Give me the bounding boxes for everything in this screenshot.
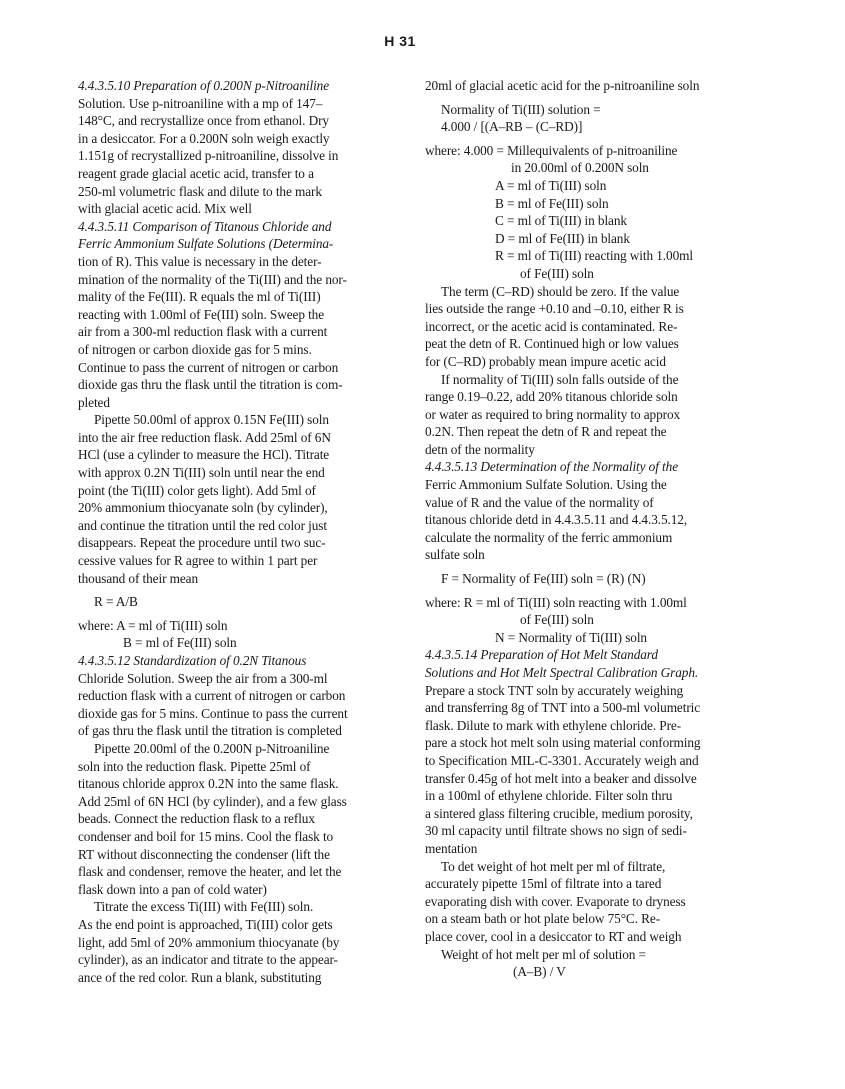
section-heading-line: Solutions and Hot Melt Spectral Calibration Graph.: [425, 665, 699, 680]
text-line: and continue the titration until the red color just: [78, 517, 327, 533]
text-line: C = ml of Ti(III) in blank: [495, 213, 627, 229]
text-line: value of R and the value of the normality of: [425, 494, 654, 510]
text-line: If normality of Ti(III) soln falls outside of the: [441, 371, 679, 387]
text-line: Titrate the excess Ti(III) with Fe(III) soln.: [94, 899, 314, 915]
text-line: tion of R). This value is necessary in the deter-: [78, 253, 322, 269]
section-heading-line: 4.4.3.5.12 Standardization of 0.2N Titanous: [78, 653, 307, 668]
text-line: transfer 0.45g of hot melt into a beaker and dissolve: [425, 770, 697, 786]
text-line: dioxide gas for 5 mins. Continue to pass the current: [78, 705, 348, 721]
section-heading-line: 4.4.3.5.14 Preparation of Hot Melt Standard: [425, 647, 658, 663]
text-line: cylinder), as an indicator and titrate to the appear-: [78, 952, 338, 968]
text-line: 1.151g of recrystallized p-nitroaniline, dissolve in: [78, 148, 339, 164]
text-line: where: 4.000 = Millequivalents of p-nitroaniline: [425, 142, 678, 158]
text-line: or water as required to bring normality to approx: [425, 406, 681, 422]
text-line: mination of the normality of the Ti(III) and the nor-: [78, 271, 347, 287]
text-line: and transferring 8g of TNT into a 500-ml volumetric: [425, 700, 701, 716]
text-line: Solution. Use p-nitroaniline with a mp of 147–: [78, 95, 323, 111]
text-line: disappears. Repeat the procedure until two suc-: [78, 535, 326, 551]
text-line: pare a stock hot melt soln using material conforming: [425, 735, 701, 751]
text-line: incorrect, or the acetic acid is contaminated. Re-: [425, 318, 678, 334]
text-line: to Specification MIL-C-3301. Accurately weigh and: [425, 752, 699, 768]
text-line: cessive values for R agree to within 1 part per: [78, 553, 318, 569]
text-line: B = ml of Fe(III) soln: [495, 195, 609, 211]
text-line: accurately pipette 15ml of filtrate into a tared: [425, 876, 662, 892]
text-line: of Fe(III) soln: [520, 612, 594, 628]
text-line: evaporating dish with cover. Evaporate to dryness: [425, 893, 686, 909]
text-line: R = ml of Ti(III) reacting with 1.00ml: [495, 248, 693, 264]
text-line: Weight of hot melt per ml of solution =: [441, 946, 646, 962]
text-line: To det weight of hot melt per ml of filtrate,: [441, 858, 666, 874]
text-line: F = Normality of Fe(III) soln = (R) (N): [441, 571, 646, 587]
text-line: soln into the reduction flask. Pipette 25ml of: [78, 758, 311, 774]
text-line: mentation: [425, 840, 478, 856]
right-text-column: [425, 77, 753, 981]
text-line: The term (C–RD) should be zero. If the value: [441, 283, 680, 299]
text-line: flask and condenser, remove the heater, and let the: [78, 864, 342, 880]
text-line: 148°C, and recrystallize once from ethanol. Dry: [78, 113, 329, 129]
text-line: with approx 0.2N Ti(III) soln until near the end: [78, 465, 325, 481]
text-line: Continue to pass the current of nitrogen or carbon: [78, 359, 339, 375]
text-line: Normality of Ti(III) solution =: [441, 101, 601, 117]
text-line: detn of the normality: [425, 441, 535, 457]
section-heading-line: 4.4.3.5.11 Comparison of Titanous Chloride and: [78, 218, 332, 234]
left-text-column: [78, 77, 400, 986]
page-number: H 31: [384, 33, 416, 49]
text-line: N = Normality of Ti(III) soln: [495, 629, 647, 645]
text-line: ance of the red color. Run a blank, substituting: [78, 969, 322, 985]
text-line: Pipette 50.00ml of approx 0.15N Fe(III) soln: [94, 412, 329, 428]
text-line: flask. Dilute to mark with ethylene chloride. Pre-: [425, 717, 682, 733]
text-line: where: R = ml of Ti(III) soln reacting with 1.00ml: [425, 594, 687, 610]
text-line: of nitrogen or carbon dioxide gas for 5 mins.: [78, 341, 312, 357]
text-line: RT without disconnecting the condenser (lift the: [78, 846, 330, 862]
section-heading-line: 4.4.3.5.13 Determination of the Normality of the: [425, 459, 678, 475]
text-line: 20% ammonium thiocyanate soln (by cylinder),: [78, 500, 328, 516]
text-line: of Fe(III) soln: [520, 265, 594, 281]
text-line: condenser and boil for 15 mins. Cool the flask to: [78, 828, 334, 844]
text-line: HCl (use a cylinder to measure the HCl). Titrate: [78, 447, 330, 463]
section-heading-line: Ferric Ammonium Sulfate Solutions (Determina-: [78, 236, 334, 252]
text-line: flask down into a pan of cold water): [78, 881, 267, 897]
text-line: Pipette 20.00ml of the 0.200N p-Nitroaniline: [94, 740, 330, 756]
text-line: place cover, cool in a desiccator to RT and weigh: [425, 928, 682, 944]
text-line: (A–B) / V: [513, 964, 566, 980]
text-line: Ferric Ammonium Sulfate Solution. Using the: [425, 477, 667, 493]
text-line: R = A/B: [94, 594, 138, 610]
text-line: 0.2N. Then repeat the detn of R and repeat the: [425, 424, 667, 440]
text-line: 20ml of glacial acetic acid for the p-nitroaniline soln: [425, 78, 700, 93]
text-line: where: A = ml of Ti(III) soln: [78, 617, 228, 633]
text-line: pleted: [78, 394, 110, 410]
text-line: point (the Ti(III) color gets light). Add 5ml of: [78, 482, 316, 498]
text-line: titanous chloride approx 0.2N into the same flask.: [78, 776, 339, 792]
text-line: reagent grade glacial acetic acid, transfer to a: [78, 165, 314, 181]
text-line: in 20.00ml of 0.200N soln: [511, 160, 649, 176]
text-line: 30 ml capacity until filtrate shows no sign of sedi-: [425, 823, 687, 839]
text-line: reduction flask with a current of nitrogen or carbon: [78, 688, 346, 704]
text-line: for (C–RD) probably mean impure acetic acid: [425, 353, 666, 369]
text-line: lies outside the range +0.10 and –0.10, either R is: [425, 301, 684, 317]
text-line: sulfate soln: [425, 547, 485, 563]
text-line: with glacial acetic acid. Mix well: [78, 201, 252, 217]
text-line: of gas thru the flask until the titration is completed: [78, 723, 342, 739]
text-line: reacting with 1.00ml of Fe(III) soln. Sweep the: [78, 306, 325, 322]
text-line: a sintered glass filtering crucible, medium porosity,: [425, 805, 693, 821]
text-line: range 0.19–0.22, add 20% titanous chloride soln: [425, 389, 678, 405]
text-line: D = ml of Fe(III) in blank: [495, 230, 630, 246]
text-line: Prepare a stock TNT soln by accurately weighing: [425, 682, 684, 698]
text-line: Chloride Solution. Sweep the air from a 300-ml: [78, 670, 328, 686]
section-heading-line: 4.4.3.5.10 Preparation of 0.200N p-Nitroaniline: [78, 78, 330, 93]
text-line: thousand of their mean: [78, 570, 199, 586]
text-line: on a steam bath or hot plate below 75°C. Re-: [425, 911, 661, 927]
text-line: 4.000 / [(A–RB – (C–RD)]: [441, 119, 583, 135]
text-line: light, add 5ml of 20% ammonium thiocyanate (by: [78, 934, 340, 950]
text-line: air from a 300-ml reduction flask with a current: [78, 324, 328, 340]
text-line: beads. Connect the reduction flask to a reflux: [78, 811, 315, 827]
text-line: Add 25ml of 6N HCl (by cylinder), and a few glass: [78, 793, 347, 809]
text-line: peat the detn of R. Continued high or low values: [425, 336, 679, 352]
text-line: calculate the normality of the ferric ammonium: [425, 529, 673, 545]
text-line: mality of the Fe(III). R equals the ml of Ti(III): [78, 289, 321, 305]
text-line: 250-ml volumetric flask and dilute to the mark: [78, 183, 322, 199]
text-line: into the air free reduction flask. Add 25ml of 6N: [78, 429, 331, 445]
text-line: A = ml of Ti(III) soln: [495, 177, 607, 193]
text-line: in a desiccator. For a 0.200N soln weigh exactly: [78, 130, 330, 146]
text-line: As the end point is approached, Ti(III) color gets: [78, 916, 333, 932]
text-line: B = ml of Fe(III) soln: [123, 635, 237, 651]
text-line: dioxide gas thru the flask until the titration is com-: [78, 377, 343, 393]
text-line: in a 100ml of ethylene chloride. Filter soln thru: [425, 788, 673, 804]
text-line: titanous chloride detd in 4.4.3.5.11 and 4.4.3.5.12,: [425, 512, 688, 528]
